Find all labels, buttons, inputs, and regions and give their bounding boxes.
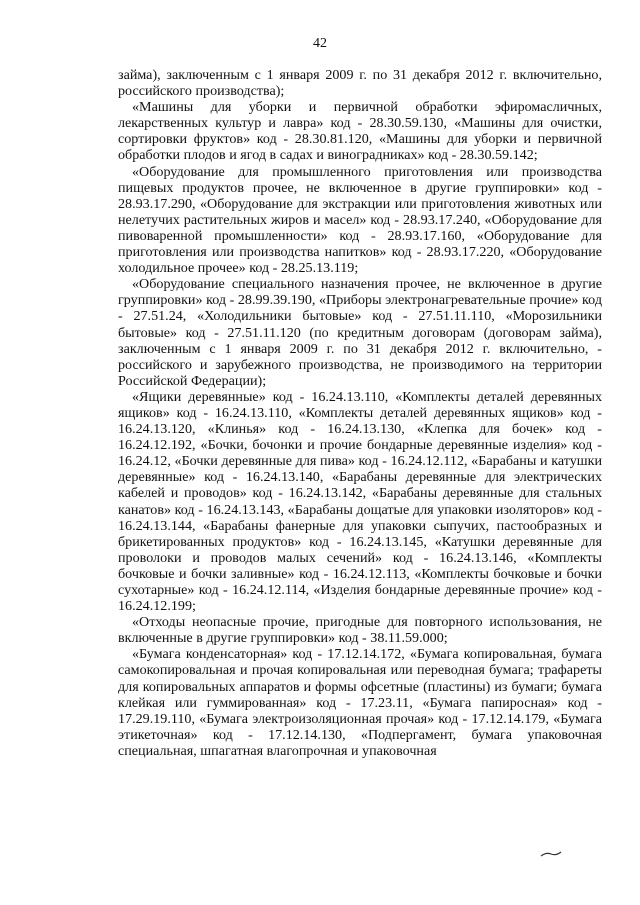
- paragraph-waste: «Отходы неопасные прочие, пригодные для повторного использования, не включенные в другие группировки» код - 38.11.59.000;: [118, 614, 602, 647]
- paragraph-food-equipment: «Оборудование для промышленного приготовления или производства пищевых продуктов прочее, не включенное в другие группировки» код - 28.93.17.290, «Оборудование для экстракции или приготовления животных или нелетучих растительных жиров и масел» код - 28.93.17.240, «Оборудование для пивоваренной промышленности» код - 28.93.17.160, «Оборудование для приготовления или производства напитков» код - 28.93.17.220, «Оборудование холодильное прочее» код - 28.25.13.119;: [118, 163, 602, 277]
- paragraph-harvesting-machines: «Машины для уборки и первичной обработки эфиромасличных, лекарственных культур и лавра» код - 28.30.59.130, «Машины для очистки, сортировки фруктов» код - 28.30.81.120, «Машины для уборки и первичной обработки плодов и ягод в садах и виноградниках» код - 28.30.59.142;: [118, 99, 602, 164]
- paragraph-paper: «Бумага конденсаторная» код - 17.12.14.172, «Бумага копировальная, бумага самокопировальная и прочая копировальная или переводная бумага; трафареты для копировальных аппаратов и формы офсетные (пластины) из бумаги; бумага клейкая или гуммированная» код - 17.23.11, «Бумага папиросная» код - 17.29.19.110, «Бумага электроизоляционная прочая» код - 17.12.14.179, «Бумага этикеточная» код - 17.12.14.130, «Подпергамент, бумага упаковочная специальная, шпагатная влагопрочная и упаковочная: [118, 646, 602, 759]
- paragraph-wooden-containers: «Ящики деревянные» код - 16.24.13.110, «Комплекты деталей деревянных ящиков» код - 16.24.13.110, «Комплекты деталей деревянных ящиков» код - 16.24.13.120, «Клинья» код - 16.24.13.130, «Клепка для бочек» код - 16.24.12.192, «Бочки, бочонки и прочие бондарные деревянные изделия» код - 16.24.12, «Бочки деревянные для пива» код - 16.24.12.112, «Барабаны и катушки деревянные» код - 16.24.13.140, «Барабаны деревянные для электрических кабелей и проводов» код - 16.24.13.142, «Барабаны деревянные для стальных канатов» код - 16.24.13.143, «Барабаны дощатые для упаковки изоляторов» код - 16.24.13.144, «Барабаны фанерные для упаковки сыпучих, пастообразных и брикетированных продуктов» код - 16.24.13.145, «Катушки деревянные для проволоки и проводов малых сечений» код - 16.24.13.146, «Комплекты бочковые и бочки заливные» код - 16.24.12.113, «Комплекты бочковые и бочки сухотарные» код - 16.24.12.114, «Изделия бондарные деревянные прочие» код - 16.24.12.199;: [118, 388, 602, 615]
- paragraph-special-equipment: «Оборудование специального назначения прочее, не включенное в другие группировки» код - 28.99.39.190, «Приборы электронагревательные прочие» код - 27.51.24, «Холодильники бытовые» код - 27.51.11.110, «Морозильники бытовые» код - 27.51.11.120 (по кредитным договорам (договорам займа), заключенным с 1 января 2009 г. по 31 декабря 2012 г. включительно, - российского и зарубежного производства, не производимого на территории Российской Федерации);: [118, 276, 602, 389]
- document-body: [118, 67, 602, 759]
- paragraph-continuation: займа), заключенным с 1 января 2009 г. по 31 декабря 2012 г. включительно, российского производства);: [118, 67, 602, 100]
- handwritten-mark: [540, 850, 562, 858]
- page-number: 42: [313, 36, 327, 51]
